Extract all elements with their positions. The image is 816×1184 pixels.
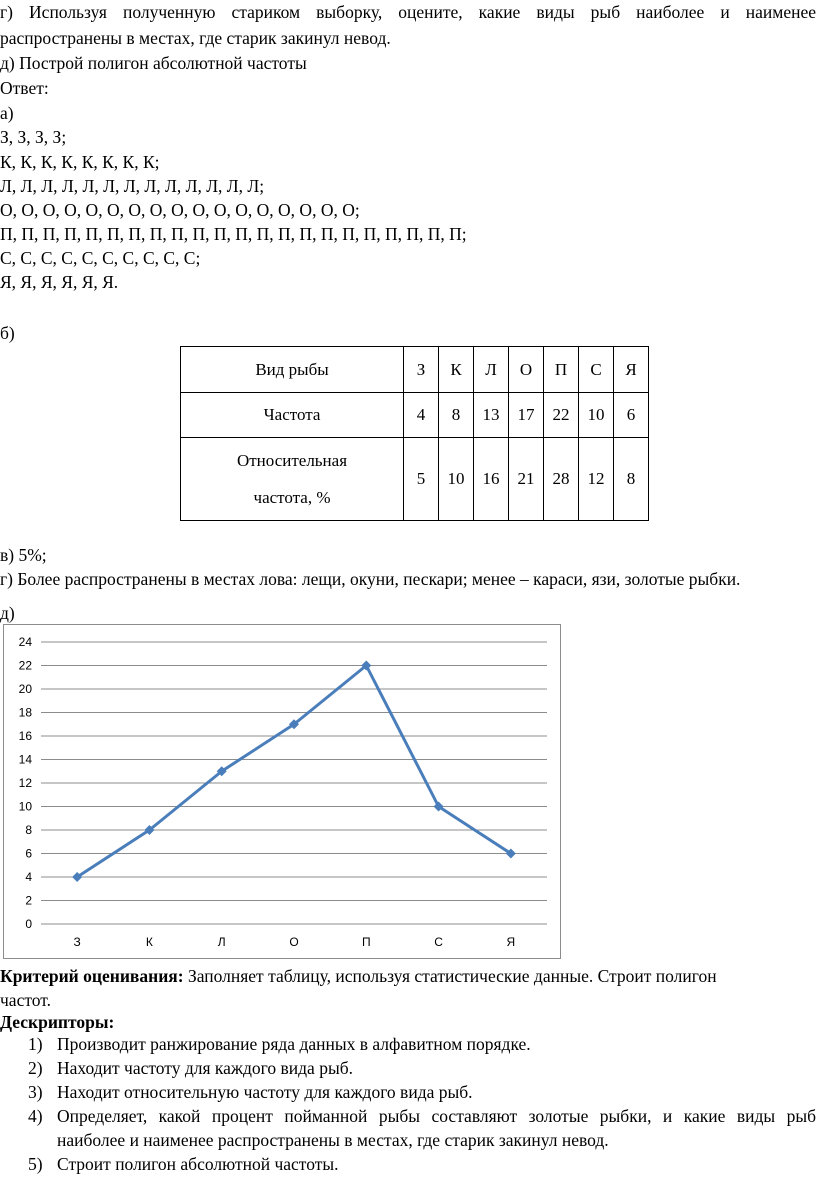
part-d-label: д) [0, 603, 15, 623]
y-tick-label: 22 [18, 658, 32, 673]
relative-cell: 28 [544, 438, 579, 521]
ranked-row: Я, Я, Я, Я, Я, Я. [0, 272, 119, 292]
criteria-text-1: Заполняет таблицу, используя статистические данные. Строит полигон [183, 966, 717, 986]
descriptor-number: 4) [28, 1106, 43, 1126]
y-tick-label: 14 [18, 752, 32, 767]
descriptor-text: Производит ранжирование ряда данных в алфавитном порядке. [57, 1034, 531, 1054]
ranked-row: З, З, З, З; [0, 127, 67, 147]
frequency-cell: 6 [614, 393, 649, 438]
species-cell: С [579, 347, 614, 393]
task-g-line-2: распространены в местах, где старик закинул невод. [0, 28, 391, 48]
y-tick-label: 24 [18, 635, 32, 649]
task-d-question: д) Построй полигон абсолютной частоты [0, 53, 307, 73]
descriptor-text-line-2: наиболее и наименее распространены в местах, где старик закинул невод. [57, 1130, 609, 1150]
header-relative-line-2: частота, % [253, 488, 331, 507]
x-tick-label: С [434, 935, 443, 949]
frequency-cell: 10 [579, 393, 614, 438]
header-relative-frequency [181, 438, 404, 521]
descriptor-item [14, 1032, 816, 1056]
y-tick-label: 12 [18, 776, 32, 790]
x-tick-label: Л [217, 935, 226, 949]
x-tick-label: Я [506, 935, 516, 949]
frequency-cell: 22 [544, 393, 579, 438]
relative-cell: 16 [474, 438, 509, 521]
descriptors-label: Дескрипторы: [0, 1012, 115, 1032]
relative-cell: 8 [614, 438, 649, 521]
descriptor-text-line-1: Определяет, какой процент пойманной рыбы составляют золотые рыбки, и какие виды рыб [57, 1106, 816, 1126]
criteria-label: Критерий оценивания: [0, 966, 184, 986]
part-b-label: б) [0, 323, 15, 343]
y-tick-label: 20 [18, 682, 32, 696]
y-tick-label: 2 [25, 893, 32, 908]
descriptor-item [14, 1080, 816, 1104]
frequency-polygon-chart [3, 624, 561, 959]
descriptor-item [14, 1104, 816, 1152]
x-tick-label: О [289, 935, 299, 949]
ranked-row: П, П, П, П, П, П, П, П, П, П, П, П, П, П, П, П, П, П, П, П, П, П; [0, 224, 467, 244]
relative-cell: 10 [439, 438, 474, 521]
descriptor-text: Находит частоту для каждого вида рыб. [57, 1058, 353, 1078]
x-tick-label: К [145, 935, 153, 949]
x-tick-label: П [361, 935, 371, 949]
frequency-cell: 17 [509, 393, 544, 438]
y-tick-label: 8 [25, 823, 32, 837]
relative-cell: 21 [509, 438, 544, 521]
series-line [77, 666, 511, 878]
descriptors-list [14, 1032, 816, 1176]
y-tick-label: 18 [18, 705, 32, 720]
relative-cell: 12 [579, 438, 614, 521]
descriptor-item [14, 1152, 816, 1176]
descriptor-number: 2) [28, 1058, 43, 1078]
part-a-label: а) [0, 103, 14, 123]
ranked-row: О, О, О, О, О, О, О, О, О, О, О, О, О, О, О, О, О; [0, 200, 360, 220]
frequency-table [180, 346, 649, 521]
table-row [181, 347, 649, 393]
task-g-line-1: г) Используя полученную стариком выборку, оцените, какие виды рыб наиболее и наименее [0, 2, 816, 22]
ranked-row: С, С, С, С, С, С, С, С, С, С; [0, 248, 201, 268]
descriptor-text: Находит относительную частоту для каждого вида рыб. [57, 1082, 473, 1102]
chart-canvas [4, 625, 560, 958]
species-cell: К [439, 347, 474, 393]
relative-cell: 5 [404, 438, 439, 521]
descriptor-text: Строит полигон абсолютной частоты. [57, 1154, 339, 1174]
answer-label: Ответ: [0, 78, 49, 98]
part-v-answer: в) 5%; [0, 545, 47, 565]
species-cell: Л [474, 347, 509, 393]
frequency-cell: 13 [474, 393, 509, 438]
criteria-text-2: частот. [0, 990, 51, 1010]
frequency-cell: 4 [404, 393, 439, 438]
header-frequency: Частота [181, 393, 404, 438]
table-row [181, 438, 649, 521]
y-tick-label: 4 [25, 870, 32, 884]
part-g-answer: г) Более распространены в местах лова: лещи, окуни, пескари; менее – караси, язи, золотые рыбки. [0, 569, 741, 589]
species-cell: П [544, 347, 579, 393]
table-row [181, 393, 649, 438]
header-relative-line-1: Относительная [236, 451, 348, 470]
ranked-row: Л, Л, Л, Л, Л, Л, Л, Л, Л, Л, Л, Л, Л; [0, 176, 265, 196]
species-cell: З [404, 347, 439, 393]
frequency-cell: 8 [439, 393, 474, 438]
header-species: Вид рыбы [181, 347, 404, 393]
y-tick-label: 16 [18, 729, 32, 743]
ranked-row: К, К, К, К, К, К, К, К; [0, 152, 160, 172]
descriptor-item [14, 1056, 816, 1080]
species-cell: Я [614, 347, 649, 393]
species-cell: О [509, 347, 544, 393]
descriptor-number: 5) [28, 1154, 43, 1174]
criteria [0, 966, 717, 987]
y-tick-label: 0 [25, 917, 32, 931]
descriptor-number: 3) [28, 1082, 43, 1102]
y-tick-label: 10 [18, 799, 32, 814]
x-tick-label: З [73, 935, 81, 949]
descriptor-number: 1) [28, 1034, 43, 1054]
y-tick-label: 6 [25, 846, 32, 861]
